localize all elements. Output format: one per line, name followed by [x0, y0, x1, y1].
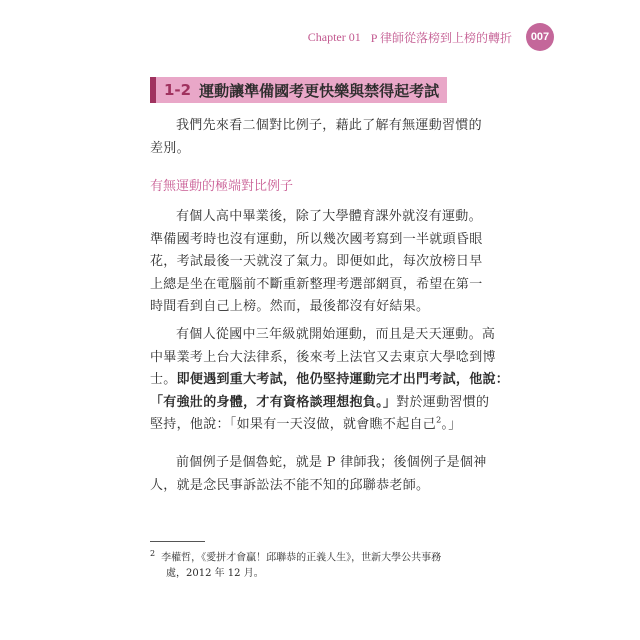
footnote — [150, 546, 490, 582]
intro-line: 差別。 — [150, 140, 190, 156]
paragraph-line — [150, 392, 490, 415]
paragraph-line: 中畢業考上台大法律系，後來考上法官又去東京大學唸到博 — [150, 349, 496, 365]
running-header — [307, 24, 550, 50]
paragraph-2 — [150, 324, 510, 437]
paragraph-line — [150, 369, 510, 392]
footnote-line — [150, 546, 490, 566]
section-number: 1-2 — [164, 81, 192, 99]
footnote-line: 處，2012 年 12 月。 — [166, 568, 264, 580]
page-number-badge: 007 — [526, 23, 554, 51]
footnote-number: 2 — [150, 549, 156, 558]
paragraph-line — [150, 414, 480, 437]
paragraph-line: 人，就是念民事訴訟法不能不知的邱聯恭老師。 — [150, 477, 430, 493]
chapter-title: P 律師從落榜到上榜的轉折 — [370, 30, 512, 45]
chapter-label: Chapter 01 — [307, 29, 361, 44]
paragraph-3 — [150, 452, 487, 497]
paragraph-line: 時間看到自己上榜。然而，最後都沒有好結果。 — [150, 299, 430, 314]
paragraph-line: 準備國考時也沒有運動，所以幾次國考寫到一半就頭昏眼 — [150, 231, 483, 247]
section-heading — [150, 77, 447, 103]
footnote-reference[interactable]: 2 — [436, 415, 442, 425]
paragraph-line: 有個人從國中三年級就開始運動，而且是天天運動。高 — [176, 327, 496, 342]
intro-paragraph — [150, 115, 480, 160]
plain-text: 對於運動習慣的 — [396, 394, 490, 410]
plain-text: 士。 — [150, 372, 177, 387]
emphasized-quote: 「有強壯的身體，才有資格談理想抱負。」 — [150, 394, 397, 410]
plain-text: 堅持，他說：「如果有一天沒做，就會瞧不起自己 — [150, 417, 437, 432]
paragraph-line: 有個人高中畢業後，除了大學體育課外就沒有運動。 — [176, 209, 482, 224]
plain-text: 。」 — [441, 417, 462, 432]
emphasized-text: 即便遇到重大考試，他仍堅持運動完才出門考試，他說： — [176, 372, 510, 387]
paragraph-line: 前個例子是個魯蛇，就是 P 律師我；後個例子是個神 — [176, 455, 487, 470]
footnote-text: 李權哲，《愛拼才會贏！邱聯恭的正義人生》，世新大學公共事務 — [161, 552, 442, 564]
subsection-heading: 有無運動的極端對比例子 — [150, 179, 294, 194]
paragraph-line: 上總是坐在電腦前不斷重新整理考選部網頁，希望在第一 — [150, 276, 483, 292]
paragraph-1 — [150, 206, 483, 319]
intro-line: 我們先來看二個對比例子，藉此了解有無運動習慣的 — [176, 118, 482, 133]
section-title: 運動讓準備國考更快樂與禁得起考試 — [199, 81, 440, 100]
footnote-divider — [150, 541, 205, 542]
paragraph-line: 花，考試最後一天就沒了氣力。即便如此，每次放榜日早 — [150, 254, 483, 269]
